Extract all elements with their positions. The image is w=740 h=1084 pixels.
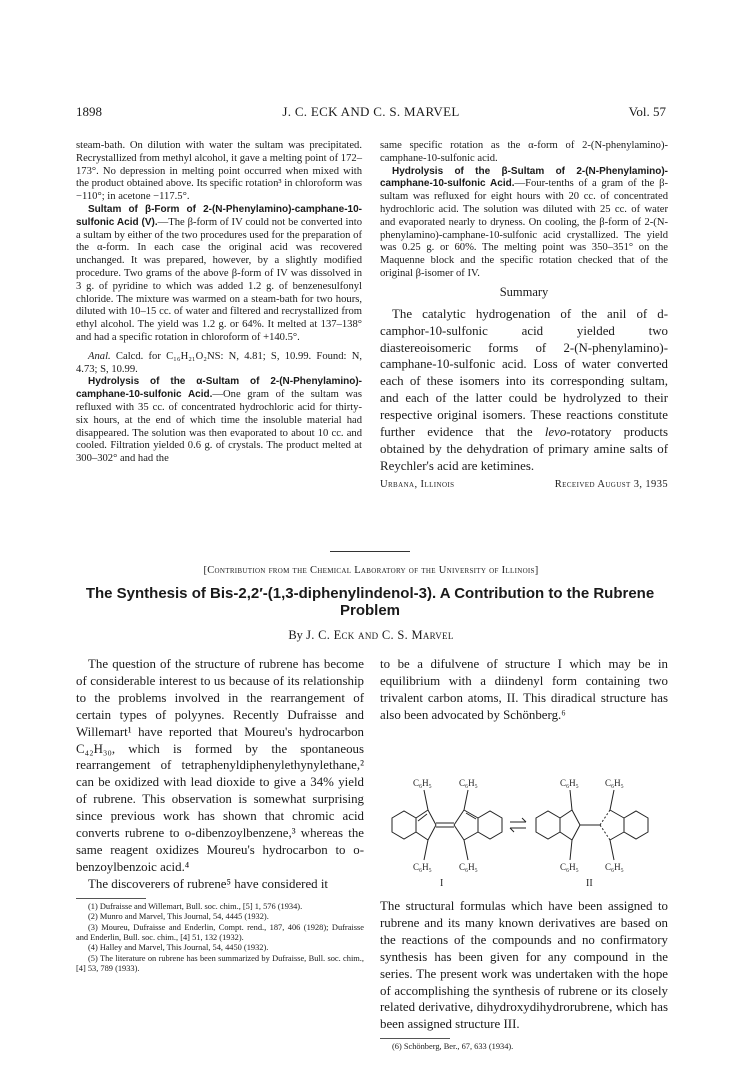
running-header — [76, 104, 666, 120]
structure-label-II: II — [586, 878, 593, 889]
lower-left-column — [76, 656, 364, 975]
footnote-rule — [380, 1038, 450, 1039]
footnote: (5) The literature on rubrene has been summarized by Dufraisse, Bull. soc. chim., [4] 53, 789 (1933). — [76, 953, 364, 974]
article-title: The Synthesis of Bis-2,2′-(1,3-diphenylindenol-3). A Contribution to the Rubrene Problem — [85, 585, 655, 619]
footnote: (1) Dufraisse and Willemart, Bull. soc. chim., [5] 1, 576 (1934). — [88, 901, 303, 911]
section-heading: Hydrolysis of the α-Sultam of 2-(N-Phenylamino)-camphane-10-sulfonic Acid. — [76, 376, 362, 401]
paragraph — [380, 166, 668, 281]
paragraph: same specific rotation as the α-form of 2-(N-phenylamino)-camphane-10-sulfonic acid. — [380, 140, 668, 164]
footnote: (2) Munro and Marvel, This Journal, 54, 4445 (1932). — [88, 912, 269, 922]
contribution-line: [Contribution from the Chemical Laboratory of the University of Illinois] — [203, 565, 539, 576]
section-heading: Hydrolysis of the β-Sultam of 2-(N-Phenylamino)-camphane-10-sulfonic Acid. — [380, 165, 668, 190]
paragraph: The discoverers of rubrene⁵ have considered it — [88, 876, 329, 891]
phenyl-label: C₆H₅ — [459, 778, 478, 788]
upper-left-column — [76, 140, 362, 466]
footnotes — [76, 902, 364, 975]
phenyl-label: C₆H₅ — [605, 778, 624, 788]
volume-label: Vol. 57 — [628, 104, 666, 119]
paragraph — [76, 204, 362, 345]
phenyl-label: C₆H₅ — [560, 862, 579, 872]
page-number: 1898 — [76, 104, 102, 119]
section-heading: Sultam of β-Form of 2-(N-Phenylamino)-camphane-10-sulfonic Acid (V). — [76, 203, 362, 228]
divider-rule — [330, 551, 410, 552]
analysis-paragraph — [76, 351, 362, 377]
benzene-ring-II-right — [624, 811, 648, 839]
footnote: (4) Halley and Marvel, This Journal, 54, 4450 (1932). — [88, 943, 269, 953]
upper-right-column — [380, 140, 668, 493]
structure-label-I: I — [440, 878, 444, 889]
analysis-label: Anal. — [88, 350, 111, 362]
paragraph: The structural formulas which have been assigned to rubrene and its many known derivatives are based on the reactions of the compounds and no confirmatory synthesis has been given for any compound in the series. The present work was undertaken with the hope of accomplishing the synthesis of rubrene or its closely related derivative, dihydroxydihydrorubrene, which has been assigned structure III. — [380, 899, 668, 1032]
phenyl-label: C₆H₅ — [413, 778, 432, 788]
signoff — [380, 479, 668, 493]
footnote: (6) Schönberg, Ber., 67, 633 (1934). — [392, 1042, 514, 1052]
benzene-ring-left — [392, 811, 416, 839]
paragraph: steam-bath. On dilution with water the sultam was precipitated. Recrystallized from methyl alcohol, it gave a melting point of 172–173°. No depression in melting point occurred when mixed with the product obtained above. Its specific rotation³ in chloroform was −110°; in acetone −117.5°. — [76, 140, 362, 203]
summary-text: -rotatory products obtained by the dehydration of primary amine salts of Reychler's acid are ketimines. — [380, 425, 669, 473]
phenyl-label: C₆H₅ — [560, 778, 579, 788]
levo-italic: levo — [544, 425, 567, 440]
running-title: J. C. ECK AND C. S. MARVEL — [282, 104, 460, 119]
summary-heading: Summary — [499, 284, 549, 299]
lower-right-column-top — [380, 656, 668, 724]
summary-paragraph — [380, 306, 668, 475]
paragraph-body: —One gram of the sultam was refluxed with 35 cc. of concentrated hydrochloric acid for thirty-six hours, at the end of which time the insoluble material had disappeared. The solution was then evaporated to about 10 cc. and cooled. Filtration yielded 0.6 g. of crystals. The product melted at 300–302° and had the — [76, 389, 362, 465]
footnote-rule — [76, 898, 146, 899]
byline — [76, 628, 666, 643]
paragraph — [76, 376, 362, 466]
paragraph-body: —Four-tenths of a gram of the β-sultam was refluxed for eight hours with 20 cc. of concentrated hydrochloric acid. The solution was diluted with 25 cc. of water and evaporated nearly to dryness. On cooling, the β-form of 2-(N-phenylamino)-camphane-10-sulfonic acid crystallized. The yield was 0.25 g. or 60%. The melting point was 350–351° on the Maquenne block and the specific rotation checked that of the original β-isomer of IV. — [380, 178, 669, 279]
summary-text: The catalytic hydrogenation of the anil of d-camphor-10-sulfonic acid yielded two diastereoisomeric forms of 2-(N-phenylamino)-camphane-10-sulfonic acid. Loss of water converted each of these isomers into its corresponding sultam, and each of the latter could be hydrolyzed to their respective original isomers. These reactions constitute further evidence that the — [380, 306, 668, 440]
signoff-received: Received August 3, 1935 — [554, 478, 668, 490]
phenyl-label: C₆H₅ — [459, 862, 478, 872]
byline-names: J. C. Eck and C. S. Marvel — [306, 628, 454, 642]
paragraph-body: —The β-form of IV could not be converted into a sultam by either of the two procedures used for the preparation of the α-form. In each case the original acid was recovered unchanged. It was prepared, however, by a slightly modified procedure. Two grams of the above β-form of IV was dissolved in 3 g. of pyridine to which was added 1.2 g. of benzenesulfonyl chloride. The mixture was warmed on a steam-bath for two hours, diluted with 10–15 cc. of water and filtered and recrystallized from ethyl alcohol. The yield was 1.2 g. or 64%. It melted at 137–138° and had a specific rotation in chloroform of +140.5°. — [76, 216, 362, 343]
benzene-ring-I-right — [478, 811, 502, 839]
analysis-text: Calcd. for C₁₆H₂₁O₂NS: N, 4.81; S, 10.99. Found: N, 4.73; S, 10.99. — [76, 350, 362, 375]
footnote: (3) Moureu, Dufraisse and Enderlin, Compt. rend., 187, 406 (1928); Dufraisse and Enderlin, Bull. soc. chim., [4] 51, 132 (1932). — [76, 922, 364, 942]
paragraph: The question of the structure of rubrene has become of considerable interest to us because of its relationship to the problems involved in the rearrangement of certain types of polyynes. Recently Dufraisse and Willemart¹ have reported that Moureu's hydrocarbon C₄₂H₃₀, which is formed by the spontaneous rearrangement of tetraphenyldiphenylethynylethane,² can be oxidized with lead dioxide to give a 34% yield of rubrene. This observation is somewhat surprising since previous work has shown that chromic acid converts rubrene to o-dibenzoylbenzene,³ whereas the same reagent oxidizes Moureu's hydrocarbon to o-benzoylbenzoic acid.⁴ — [76, 657, 364, 874]
structure-diagram — [380, 774, 668, 894]
phenyl-label: C₆H₅ — [413, 862, 432, 872]
phenyl-label: C₆H₅ — [605, 862, 624, 872]
lower-right-column-bottom — [380, 898, 668, 1053]
byline-by: By — [288, 628, 303, 642]
benzene-ring-II-left — [536, 811, 560, 839]
signoff-location: Urbana, Illinois — [380, 478, 455, 490]
paragraph: to be a difulvene of structure I which may be in equilibrium with a diindenyl form containing two trivalent carbon atoms, II. This diradical structure has also been advocated by Schönberg.⁶ — [380, 657, 668, 722]
